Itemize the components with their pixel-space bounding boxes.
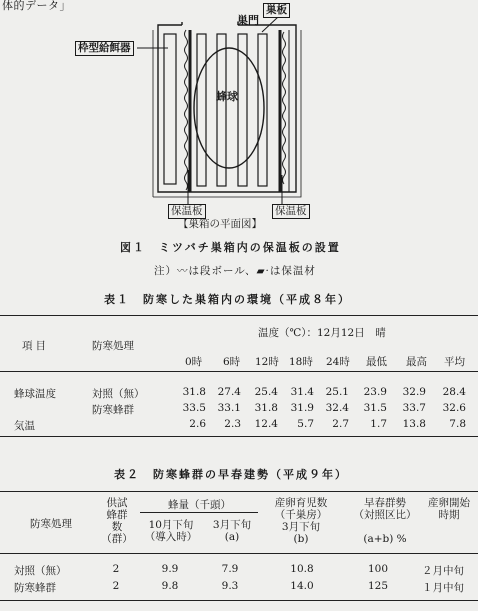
col-min: 最低 [366, 356, 387, 368]
start-h2: 時期 [438, 509, 460, 521]
brood-h3: 3月下旬 [281, 521, 321, 533]
oct-h2: （導入時） [144, 531, 198, 543]
table1-title: 表１ 防寒した巣箱内の環境（平成８年） [104, 293, 351, 306]
figure-note: 注）〰は段ボール、▰·は保温材 [154, 265, 316, 277]
cell: １月中旬 [422, 582, 464, 594]
hour-6: 6時 [223, 356, 241, 368]
cell: 7.8 [449, 418, 466, 430]
cell: 32.6 [442, 402, 466, 414]
cell: ２月中旬 [422, 565, 464, 577]
insulation-right-label: 保温板 [272, 204, 310, 219]
feeder-label: 枠型給餌器 [75, 41, 134, 56]
table2-col-treatment: 防寒処理 [30, 518, 72, 530]
row-treatment: 対照（無） [14, 565, 67, 577]
hour-18: 18時 [289, 356, 313, 368]
cell: 33.1 [217, 402, 241, 414]
brood-h1: 産卵育児数 [274, 497, 328, 509]
cell: 2 [112, 580, 120, 592]
cell: 2 [112, 563, 120, 575]
oct-h1: 10月下旬 [148, 519, 194, 531]
cell: 9.3 [221, 580, 239, 592]
table2-col-spring [346, 497, 424, 545]
table2-col-bees: 蜂量（千頭） [168, 499, 231, 511]
brood-h2: （千巣房） [274, 509, 328, 521]
header-fragment: 体的データ」 [2, 0, 71, 12]
spring-h1: 早春群勢 [364, 497, 406, 509]
insulation-left [185, 30, 191, 192]
count-h4: （群） [101, 533, 133, 545]
cell: 10.8 [290, 563, 314, 575]
cell: 9.9 [161, 563, 179, 575]
cluster-label: 蜂球 [216, 90, 238, 103]
entrance-label: 巣門 [237, 14, 259, 27]
table2-title: 表２ 防寒蜂群の早春建勢（平成９年） [114, 468, 348, 481]
cell: 9.8 [161, 580, 179, 592]
cell: 31.9 [290, 402, 314, 414]
table2-col-start [420, 497, 478, 521]
table2-col-count [100, 497, 134, 545]
cell: 5.7 [297, 418, 314, 430]
table2-col-oct [140, 519, 202, 543]
cell: 12.4 [254, 418, 278, 430]
hive-plan-diagram [0, 0, 478, 230]
cell: 31.4 [290, 386, 314, 398]
cell: 14.0 [290, 580, 314, 592]
feeder-frame [164, 34, 176, 184]
cell: 125 [367, 580, 389, 592]
table2-top-rule [0, 491, 478, 492]
comb-plates [197, 34, 267, 186]
cell: 25.4 [254, 386, 278, 398]
table1-temp-header: 温度（℃）：12月12日 晴 [258, 327, 386, 339]
hour-24: 24時 [326, 356, 350, 368]
table1-bottom-rule [0, 436, 478, 437]
cell: 2.7 [332, 418, 349, 430]
comb-label: 巣板 [263, 3, 290, 18]
count-h1: 供試 [106, 497, 128, 509]
cell: 33.5 [182, 402, 206, 414]
cell: 100 [367, 563, 389, 575]
cell: 27.4 [217, 386, 241, 398]
cell: 1.7 [370, 418, 387, 430]
cell: 31.8 [182, 386, 206, 398]
spring-h2: （対照区比） [353, 509, 417, 521]
table1-col-item: 項目 [22, 340, 49, 352]
count-h3: 数 [111, 521, 123, 533]
count-h2: 蜂群 [106, 509, 128, 521]
cell: 25.1 [325, 386, 349, 398]
cell: 7.9 [221, 563, 239, 575]
cell: 31.8 [254, 402, 278, 414]
table1-col-treatment: 防寒処理 [92, 340, 134, 352]
start-h1: 産卵開始 [428, 497, 470, 509]
cell: 28.4 [442, 386, 466, 398]
table2-col-brood [262, 497, 340, 545]
bee-cluster [194, 48, 264, 168]
row-treatment: 防寒蜂群 [92, 404, 134, 416]
row-item: 蜂球温度 [14, 388, 56, 400]
hour-12: 12時 [255, 356, 279, 368]
cell: 2.6 [189, 418, 206, 430]
table2-col-mar [206, 519, 258, 543]
col-avg: 平均 [444, 356, 465, 368]
table1-top-rule [0, 315, 478, 316]
cell: 33.7 [402, 402, 426, 414]
table2-bottom-rule [0, 600, 478, 601]
row-treatment: 対照（無） [92, 388, 145, 400]
mar-h2: (a) [224, 531, 240, 543]
figure-title: 図１ ミツバチ巣箱内の保温板の設置 [120, 241, 341, 254]
bees-subrule [140, 512, 258, 513]
plan-caption: 【巣箱の平面図】 [178, 218, 262, 230]
spring-h3: (a+b) % [363, 533, 407, 545]
cell: 13.8 [402, 418, 426, 430]
cell: 31.5 [363, 402, 387, 414]
insulation-right [280, 30, 289, 192]
table1-header-rule [0, 371, 478, 372]
brood-h4: (b) [293, 533, 309, 545]
row-item: 気温 [14, 420, 35, 432]
cell: 23.9 [363, 386, 387, 398]
table2-header-rule [0, 553, 478, 554]
row-treatment: 防寒蜂群 [14, 582, 56, 594]
cell: 32.4 [325, 402, 349, 414]
cell: 2.3 [224, 418, 241, 430]
cell: 32.9 [402, 386, 426, 398]
insulation-left-label: 保温板 [168, 204, 206, 219]
hour-0: 0時 [185, 356, 203, 368]
col-max: 最高 [406, 356, 427, 368]
mar-h1: 3月下旬 [212, 519, 252, 531]
